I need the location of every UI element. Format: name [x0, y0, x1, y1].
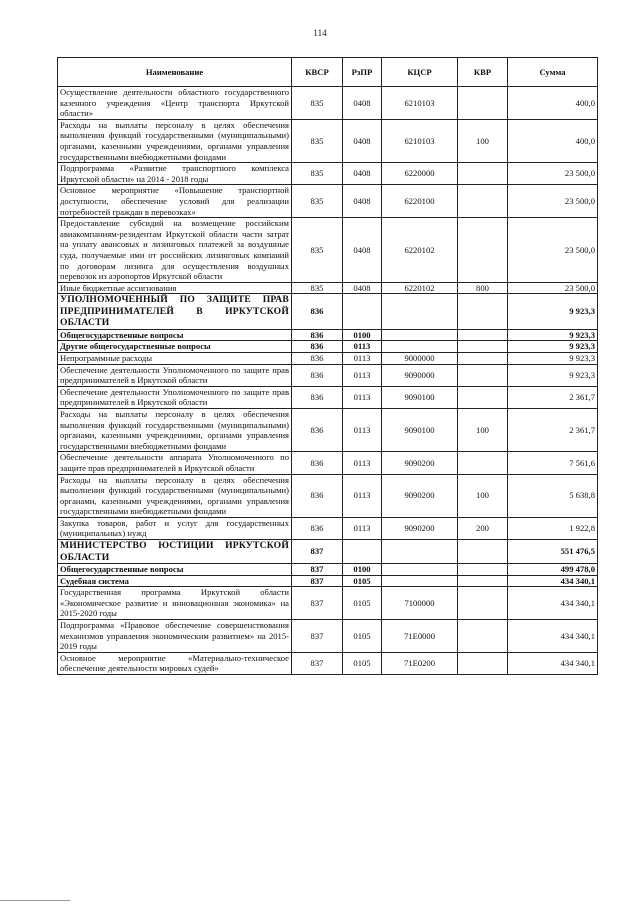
- cell-name: Судебная система: [58, 575, 292, 587]
- cell-kcsr: 9090000: [382, 364, 458, 386]
- column-header-kcsr: КЦСР: [382, 58, 458, 87]
- table-row: [58, 564, 598, 576]
- cell-rzpr: 0408: [343, 119, 382, 162]
- cell-kvsr: 836: [292, 452, 343, 474]
- cell-rzpr: 0113: [343, 452, 382, 474]
- cell-rzpr: 0100: [343, 564, 382, 576]
- cell-kvr: [458, 341, 508, 353]
- table-row: [58, 87, 598, 120]
- cell-kcsr: 9090100: [382, 386, 458, 408]
- cell-name: Расходы на выплаты персоналу в целях обеспечения выполнения функций государственными (муниципальными) органами, казенными учреждениями, органами управления государственными внебюджетными фондами: [58, 474, 292, 517]
- cell-kvsr: 835: [292, 163, 343, 185]
- cell-kvr: [458, 575, 508, 587]
- cell-name: Обеспечение деятельности Уполномоченного по защите прав предпринимателей в Иркутской области: [58, 386, 292, 408]
- table-row: [58, 620, 598, 653]
- cell-name: Основное мероприятие «Повышение транспортной доступности, обеспечение условий для реализации потребностей граждан в перевозках»: [58, 185, 292, 218]
- cell-sum: 499 478,0: [508, 564, 598, 576]
- cell-kvr: 100: [458, 119, 508, 162]
- table-row: [58, 408, 598, 451]
- cell-sum: 9 923,3: [508, 352, 598, 364]
- cell-rzpr: 0113: [343, 408, 382, 451]
- table-row: [58, 218, 598, 283]
- cell-name: Обеспечение деятельности Уполномоченного по защите прав предпринимателей в Иркутской области: [58, 364, 292, 386]
- cell-rzpr: 0113: [343, 352, 382, 364]
- cell-kcsr: 9090200: [382, 517, 458, 539]
- cell-kvsr: 835: [292, 282, 343, 294]
- cell-rzpr: 0408: [343, 87, 382, 120]
- cell-rzpr: 0105: [343, 652, 382, 674]
- cell-sum: 1 922,8: [508, 517, 598, 539]
- cell-rzpr: [343, 294, 382, 330]
- budget-table: [57, 57, 598, 675]
- cell-kcsr: 6220100: [382, 185, 458, 218]
- cell-kvr: [458, 294, 508, 330]
- cell-kcsr: 6220102: [382, 218, 458, 283]
- table-row: [58, 474, 598, 517]
- table-row: [58, 587, 598, 620]
- cell-kvr: [458, 587, 508, 620]
- cell-rzpr: 0113: [343, 474, 382, 517]
- cell-kvr: 200: [458, 517, 508, 539]
- cell-kvsr: 837: [292, 540, 343, 564]
- table-row: [58, 352, 598, 364]
- cell-sum: 23 500,0: [508, 218, 598, 283]
- cell-name: Закупка товаров, работ и услуг для государственных (муниципальных) нужд: [58, 517, 292, 539]
- table-row: [58, 341, 598, 353]
- cell-kvsr: 836: [292, 474, 343, 517]
- column-header-sum: Сумма: [508, 58, 598, 87]
- cell-name: МИНИСТЕРСТВО ЮСТИЦИИ ИРКУТСКОЙ ОБЛАСТИ: [58, 540, 292, 564]
- cell-sum: 2 361,7: [508, 386, 598, 408]
- cell-name: Государственная программа Иркутской области «Экономическое развитие и инновационная экономика» на 2015-2020 годы: [58, 587, 292, 620]
- cell-kvsr: 837: [292, 652, 343, 674]
- table-row: [58, 517, 598, 539]
- cell-name: Расходы на выплаты персоналу в целях обеспечения выполнения функций государственными (муниципальными) органами, казенными учреждениями, органами управления государственными внебюджетными фондами: [58, 408, 292, 451]
- cell-kcsr: 6220000: [382, 163, 458, 185]
- cell-kvsr: 836: [292, 352, 343, 364]
- cell-kcsr: 6210103: [382, 119, 458, 162]
- cell-rzpr: 0113: [343, 386, 382, 408]
- cell-kcsr: 9090200: [382, 452, 458, 474]
- cell-kvsr: 837: [292, 620, 343, 653]
- cell-name: Иные бюджетные ассигнования: [58, 282, 292, 294]
- table-row: [58, 282, 598, 294]
- cell-kvsr: 837: [292, 575, 343, 587]
- cell-kvsr: 835: [292, 185, 343, 218]
- table-row: [58, 386, 598, 408]
- cell-kcsr: 9090200: [382, 474, 458, 517]
- cell-sum: 2 361,7: [508, 408, 598, 451]
- cell-sum: 23 500,0: [508, 282, 598, 294]
- table-row: [58, 364, 598, 386]
- cell-rzpr: 0113: [343, 364, 382, 386]
- table-row: [58, 652, 598, 674]
- cell-kvsr: 835: [292, 87, 343, 120]
- cell-name: УПОЛНОМОЧЕННЫЙ ПО ЗАЩИТЕ ПРАВ ПРЕДПРИНИМАТЕЛЕЙ В ИРКУТСКОЙ ОБЛАСТИ: [58, 294, 292, 330]
- cell-rzpr: 0408: [343, 185, 382, 218]
- cell-kvr: [458, 329, 508, 341]
- cell-rzpr: 0105: [343, 620, 382, 653]
- cell-sum: 9 923,3: [508, 341, 598, 353]
- cell-kvr: [458, 185, 508, 218]
- cell-rzpr: 0105: [343, 575, 382, 587]
- cell-kvsr: 836: [292, 294, 343, 330]
- cell-kvr: [458, 620, 508, 653]
- cell-kvr: [458, 540, 508, 564]
- cell-kvsr: 836: [292, 329, 343, 341]
- cell-kcsr: 9090100: [382, 408, 458, 451]
- cell-kcsr: 71Е0000: [382, 620, 458, 653]
- cell-kvr: [458, 163, 508, 185]
- table-header-row: [58, 58, 598, 87]
- table-body: [58, 87, 598, 675]
- cell-kvr: 100: [458, 474, 508, 517]
- cell-kvr: [458, 564, 508, 576]
- cell-sum: 5 638,8: [508, 474, 598, 517]
- cell-rzpr: 0100: [343, 329, 382, 341]
- cell-kcsr: 71Е0200: [382, 652, 458, 674]
- cell-kvsr: 836: [292, 517, 343, 539]
- cell-rzpr: 0408: [343, 218, 382, 283]
- column-header-name: Наименование: [58, 58, 292, 87]
- cell-kvr: [458, 652, 508, 674]
- cell-sum: 434 340,1: [508, 620, 598, 653]
- cell-sum: 434 340,1: [508, 575, 598, 587]
- cell-sum: 23 500,0: [508, 163, 598, 185]
- cell-kcsr: [382, 540, 458, 564]
- cell-kcsr: [382, 564, 458, 576]
- cell-kvr: [458, 218, 508, 283]
- table-row: [58, 119, 598, 162]
- cell-kvsr: 836: [292, 386, 343, 408]
- cell-name: Непрограммные расходы: [58, 352, 292, 364]
- cell-sum: 9 923,3: [508, 294, 598, 330]
- cell-kvsr: 837: [292, 564, 343, 576]
- cell-rzpr: 0113: [343, 517, 382, 539]
- cell-name: Общегосударственные вопросы: [58, 329, 292, 341]
- cell-kvr: 800: [458, 282, 508, 294]
- cell-kvr: [458, 386, 508, 408]
- cell-kcsr: [382, 575, 458, 587]
- cell-kvr: [458, 87, 508, 120]
- cell-kvsr: 837: [292, 587, 343, 620]
- cell-kvr: [458, 364, 508, 386]
- cell-name: Расходы на выплаты персоналу в целях обеспечения выполнения функций государственными (муниципальными) органами, казенными учреждениями, органами управления государственными внебюджетными фондами: [58, 119, 292, 162]
- table-row: [58, 163, 598, 185]
- cell-kvsr: 836: [292, 341, 343, 353]
- cell-sum: 400,0: [508, 87, 598, 120]
- table-row: [58, 185, 598, 218]
- cell-name: Основное мероприятие «Материально-техническое обеспечение деятельности мировых судей»: [58, 652, 292, 674]
- table-row: [58, 452, 598, 474]
- table-row: [58, 294, 598, 330]
- footer-divider: [0, 900, 70, 901]
- cell-kcsr: [382, 294, 458, 330]
- cell-rzpr: 0408: [343, 282, 382, 294]
- cell-kcsr: 6210103: [382, 87, 458, 120]
- cell-kvsr: 836: [292, 408, 343, 451]
- column-header-kvsr: КВСР: [292, 58, 343, 87]
- cell-sum: 7 561,6: [508, 452, 598, 474]
- cell-rzpr: 0113: [343, 341, 382, 353]
- cell-name: Осуществление деятельности областного государственного казенного учреждения «Центр транспорта Иркутской области»: [58, 87, 292, 120]
- table-row: [58, 540, 598, 564]
- cell-kcsr: 6220102: [382, 282, 458, 294]
- column-header-kvr: КВР: [458, 58, 508, 87]
- cell-sum: 434 340,1: [508, 652, 598, 674]
- cell-kcsr: [382, 329, 458, 341]
- cell-kcsr: 9000000: [382, 352, 458, 364]
- cell-sum: 23 500,0: [508, 185, 598, 218]
- cell-sum: 551 476,5: [508, 540, 598, 564]
- cell-name: Подпрограмма «Правовое обеспечение совершенствования механизмов управления экономическим развитием» на 2015-2019 годы: [58, 620, 292, 653]
- cell-sum: 400,0: [508, 119, 598, 162]
- table-row: [58, 329, 598, 341]
- cell-sum: 434 340,1: [508, 587, 598, 620]
- cell-kvsr: 835: [292, 119, 343, 162]
- cell-sum: 9 923,3: [508, 364, 598, 386]
- cell-kvr: 100: [458, 408, 508, 451]
- cell-kcsr: [382, 341, 458, 353]
- cell-kvsr: 836: [292, 364, 343, 386]
- cell-rzpr: [343, 540, 382, 564]
- cell-kcsr: 7100000: [382, 587, 458, 620]
- cell-rzpr: 0408: [343, 163, 382, 185]
- cell-name: Обеспечение деятельности аппарата Уполномоченного по защите прав предпринимателей в Иркутской области: [58, 452, 292, 474]
- cell-name: Общегосударственные вопросы: [58, 564, 292, 576]
- cell-name: Подпрограмма «Развитие транспортного комплекса Иркутской области» на 2014 - 2018 годы: [58, 163, 292, 185]
- page-number: 114: [313, 28, 327, 38]
- cell-kvr: [458, 452, 508, 474]
- table-row: [58, 575, 598, 587]
- cell-kvr: [458, 352, 508, 364]
- column-header-rzpr: РзПР: [343, 58, 382, 87]
- cell-kvsr: 835: [292, 218, 343, 283]
- cell-name: Другие общегосударственные вопросы: [58, 341, 292, 353]
- cell-rzpr: 0105: [343, 587, 382, 620]
- cell-sum: 9 923,3: [508, 329, 598, 341]
- cell-name: Предоставление субсидий на возмещение российским авиакомпаниям-резидентам Иркутской области части затрат на уплату авансовых и лизинговых платежей за воздушные суда, получаемые ими от российских лизинговых компаний по договорам лизинга для осуществления воздушных перевозок из аэропортов Иркутской области: [58, 218, 292, 283]
